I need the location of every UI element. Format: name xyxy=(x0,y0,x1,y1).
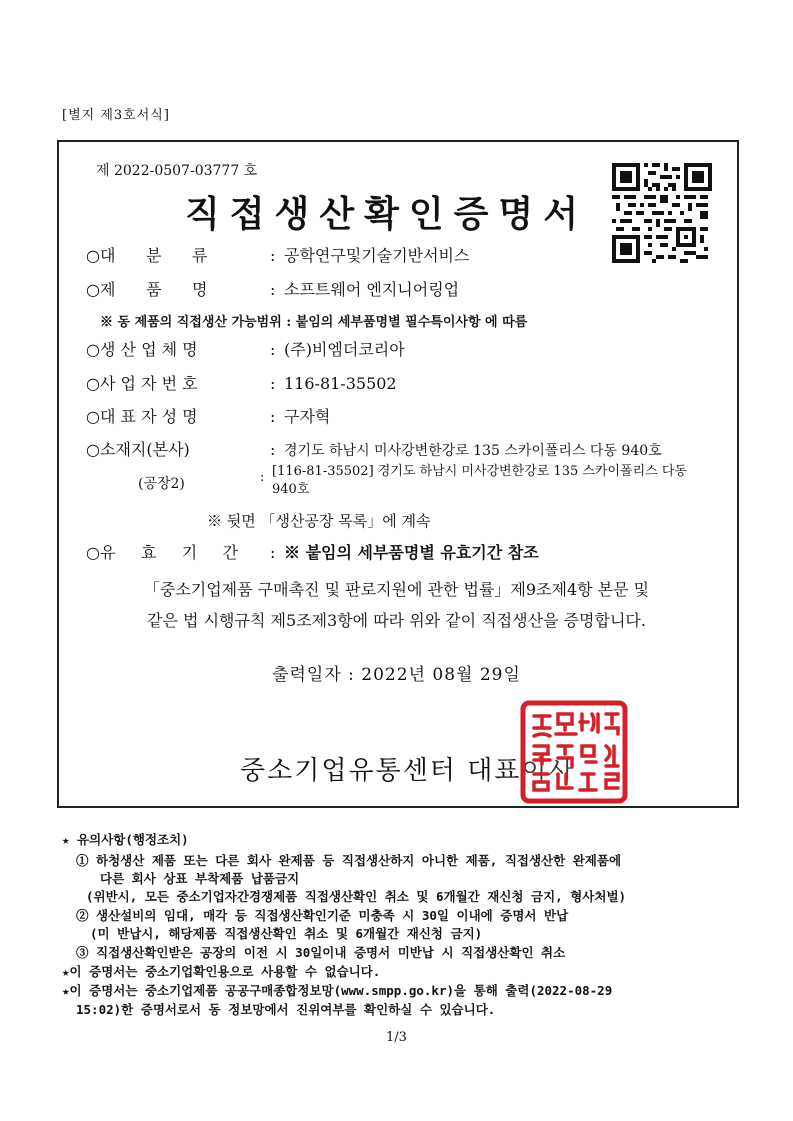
page-number: 1/3 xyxy=(386,1030,407,1045)
caution-2a: ② 생산설비의 임대, 매각 등 직접생산확인기준 미충족 시 30일 이내에 증명서 반납 xyxy=(76,908,569,923)
bullet-icon: ○ xyxy=(86,543,100,562)
field-label: 소재지(본사) xyxy=(100,440,190,459)
field-label: 제 품 명 xyxy=(100,280,208,299)
notice-2a: ★이 증명서는 중소기업제품 공공구매종합정보망(www.smpp.go.kr)을 통해 출력(2022-08-29 xyxy=(62,983,613,998)
field-label: 생 산 업 체 명 xyxy=(100,340,198,359)
field-value: (주)비엠더코리아 xyxy=(284,340,405,359)
bullet-icon: ○ xyxy=(86,246,100,265)
factory-address: [116-81-35502] 경기도 하남시 미사강변한강로 135 스카이폴리스 다동 940호 xyxy=(272,464,687,497)
notice-1: ★이 증명서는 중소기업확인용으로 사용할 수 없습니다. xyxy=(62,964,381,979)
factory-colon: : xyxy=(260,470,265,485)
certificate-number: 제 2022-0507-03777 호 xyxy=(96,163,258,179)
caution-header: ★ 유의사항(행정조치) xyxy=(62,832,189,847)
bullet-icon: ○ xyxy=(86,280,100,299)
field-value: 경기도 하남시 미사강변한강로 135 스카이폴리스 다동 940호 xyxy=(284,443,662,459)
field-headquarters: ○소재지(본사) : 경기도 하남시 미사강변한강로 135 스카이폴리스 다동 940호 xyxy=(86,437,662,460)
bullet-icon: ○ xyxy=(86,407,100,426)
field-business-number: ○사 업 자 번 호 : 116-81-35502 xyxy=(86,371,397,394)
bullet-icon: ○ xyxy=(86,374,100,393)
issuer-name: 중소기업유통센터 대표이사 xyxy=(240,756,576,786)
caution-1b: 다른 회사 상표 부착제품 납품금지 xyxy=(100,871,300,886)
body-line-2: 같은 법 시행규칙 제5조제3항에 따라 위와 같이 직접생산을 증명합니다. xyxy=(147,611,646,630)
scope-note: ※ 동 제품의 직접생산 가능범위 : 붙임의 세부품명별 필수특이사항 에 따름 xyxy=(100,315,528,330)
field-validity: ○유 효 기 간 : ※ 붙임의 세부품명별 유효기간 참조 xyxy=(86,540,539,563)
field-ceo: ○대 표 자 성 명 : 구자혁 xyxy=(86,404,330,427)
field-value: 구자혁 xyxy=(284,407,331,426)
field-value: 116-81-35502 xyxy=(284,374,397,393)
field-value: 공학연구및기술기반서비스 xyxy=(284,246,470,265)
certificate-title xyxy=(0,186,793,237)
continued-note: ※ 뒷면 「생산공장 목록」에 계속 xyxy=(207,512,431,530)
notice-2b: 15:02)한 증명서로서 동 정보망에서 진위여부를 확인하실 수 있습니다. xyxy=(76,1002,496,1017)
field-label: 사 업 자 번 호 xyxy=(100,374,198,393)
field-value: ※ 붙임의 세부품명별 유효기간 참조 xyxy=(284,543,539,562)
bullet-icon: ○ xyxy=(86,340,100,359)
field-category: ○대 분 류 : 공학연구및기술기반서비스 xyxy=(86,243,469,266)
field-value: 소프트웨어 엔지니어링업 xyxy=(284,280,460,299)
output-date: 출력일자 : 2022년 08월 29일 xyxy=(272,665,521,685)
bullet-icon: ○ xyxy=(86,440,100,459)
title-text: 직접생산확인증명서 xyxy=(185,193,588,235)
field-label: 대 분 류 xyxy=(100,246,208,265)
field-company: ○생 산 업 체 명 : (주)비엠더코리아 xyxy=(86,337,405,360)
field-label: 유 효 기 간 xyxy=(100,543,239,562)
body-line-1: 「중소기업제품 구매촉진 및 판로지원에 관한 법률」제9조제4항 본문 및 xyxy=(143,580,650,599)
caution-1a: ① 하청생산 제품 또는 다른 회사 완제품 등 직접생산하지 아니한 제품, 직접생산한 완제품에 xyxy=(76,853,622,868)
official-seal-icon xyxy=(520,700,628,804)
factory-label: (공장2) xyxy=(138,476,185,492)
form-number-tag: [별지 제3호서식] xyxy=(62,108,170,123)
field-label: 대 표 자 성 명 xyxy=(100,407,198,426)
caution-3: ③ 직접생산확인받은 공장의 이전 시 30일이내 증명서 미반납 시 직접생산확인 취소 xyxy=(76,945,566,960)
caution-1c: (위반시, 모든 중소기업자간경쟁제품 직접생산확인 취소 및 6개월간 재신청 금지, 형사처벌) xyxy=(86,889,627,904)
field-product: ○제 품 명 : 소프트웨어 엔지니어링업 xyxy=(86,277,459,300)
caution-2b: (미 반납시, 해당제품 직접생산확인 취소 및 6개월간 재신청 금지) xyxy=(90,926,483,941)
